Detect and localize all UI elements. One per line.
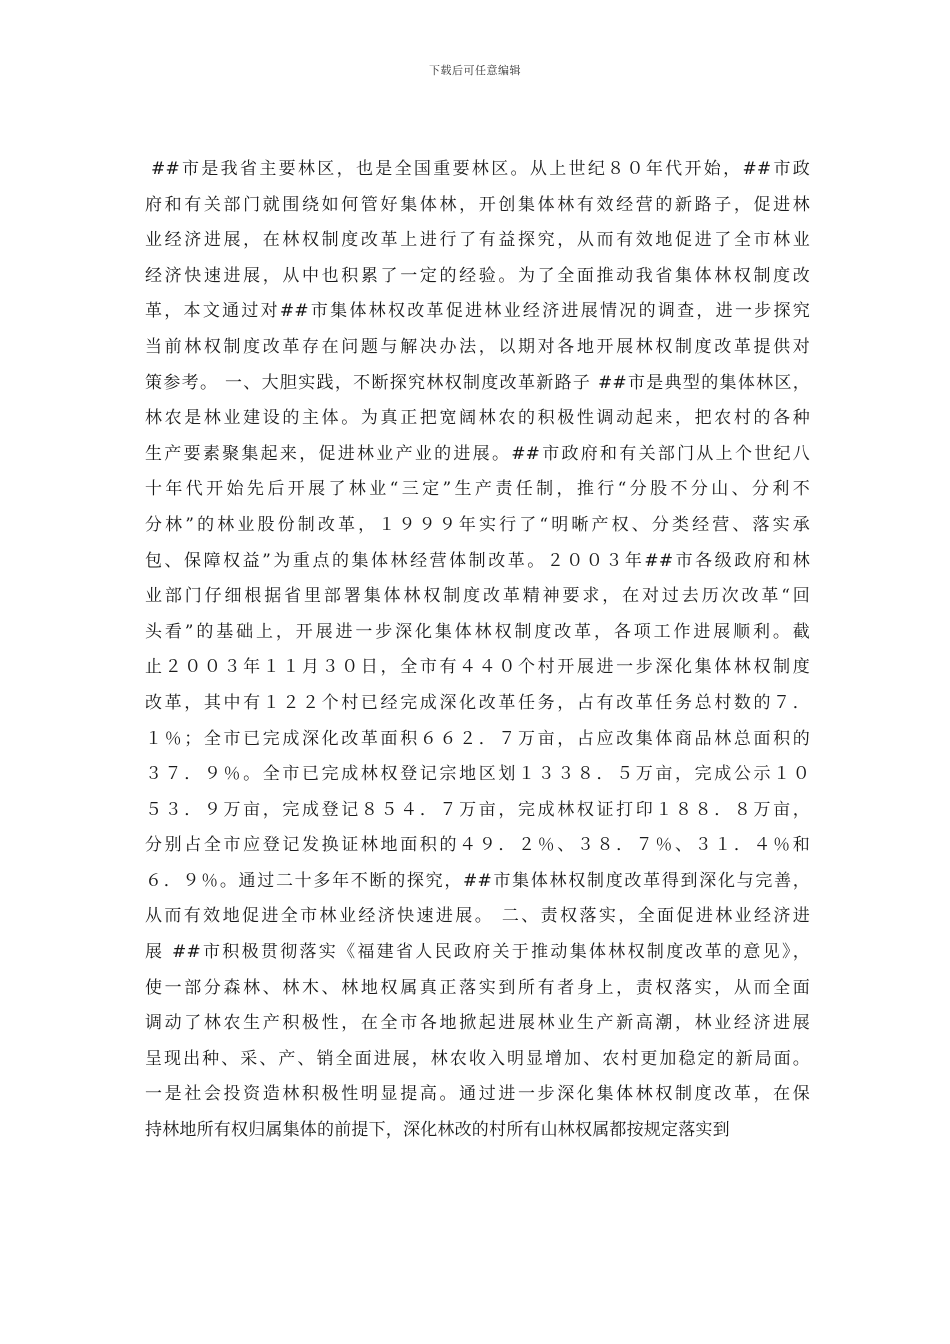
text-line: 府和有关部门就围绕如何管好集体林，开创集体林有效经营的新路子，促进林 [145, 194, 810, 215]
text-line: 分林”的林业股份制改革，１９９９年实行了“明晰产权、分类经营、落实承 [145, 514, 810, 535]
text-line: 林农是林业建设的主体。为真正把宽阔林农的积极性调动起来，把农村的各种 [145, 408, 810, 429]
text-line: １％；全市已完成深化改革面积６６２．７万亩，占应改集体商品林总面积的 [145, 728, 810, 749]
header-note: 下载后可任意编辑 [429, 64, 521, 77]
text-line: 使一部分森林、林木、林地权属真正落实到所有者身上，责权落实，从而全面 [145, 977, 810, 998]
text-line: 策参考。 一、大胆实践，不断探究林权制度改革新路子 ##市是典型的集体林区， [145, 372, 810, 393]
text-line: 持林地所有权归属集体的前提下，深化林改的村所有山林权属都按规定落实到 [145, 1120, 730, 1141]
text-line: 展 ##市积极贯彻落实《福建省人民政府关于推动集体林权制度改革的意见》， [145, 942, 810, 963]
text-line: 一是社会投资造林积极性明显提高。通过进一步深化集体林权制度改革，在保 [145, 1084, 810, 1105]
text-line: 改革，其中有１２２个村已经完成深化改革任务，占有改革任务总村数的７． [145, 692, 810, 713]
text-line: 头看”的基础上，开展进一步深化集体林权制度改革，各项工作进展顺利。截 [145, 621, 810, 642]
text-line: 呈现出种、采、产、销全面进展，林农收入明显增加、农村更加稳定的新局面。 [145, 1048, 810, 1069]
text-line: 调动了林农生产积极性，在全市各地掀起进展林业生产新高潮，林业经济进展 [145, 1013, 810, 1034]
text-line: ６．９％。通过二十多年不断的探究，##市集体林权制度改革得到深化与完善， [145, 870, 810, 891]
text-line: 止２００３年１１月３０日，全市有４４０个村开展进一步深化集体林权制度 [145, 657, 810, 678]
text-line: 分别占全市应登记发换证林地面积的４９．２％、３８．７％、３１．４％和 [145, 835, 810, 856]
text-line: 当前林权制度改革存在问题与解决办法，以期对各地开展林权制度改革提供对 [145, 336, 810, 357]
text-line: 生产要素聚集起来，促进林业产业的进展。##市政府和有关部门从上个世纪八 [145, 443, 810, 464]
text-line: 业部门仔细根据省里部署集体林权制度改革精神要求，在对过去历次改革“回 [145, 586, 810, 607]
text-line: 十年代开始先后开展了林业“三定”生产责任制，推行“分股不分山、分利不 [145, 479, 810, 500]
text-line: 业经济进展，在林权制度改革上进行了有益探究，从而有效地促进了全市林业 [145, 230, 810, 251]
text-line: ##市是我省主要林区，也是全国重要林区。从上世纪８０年代开始，##市政 [151, 159, 810, 179]
text-line: 革，本文通过对##市集体林权改革促进林业经济进展情况的调查，进一步探究 [145, 301, 810, 322]
text-line: 从而有效地促进全市林业经济快速进展。 二、责权落实，全面促进林业经济进 [145, 906, 810, 927]
text-line: 经济快速进展，从中也积累了一定的经验。为了全面推动我省集体林权制度改 [145, 265, 810, 286]
text-line: 包、保障权益”为重点的集体林经营体制改革。２００３年##市各级政府和林 [145, 550, 810, 571]
text-line: ３７．９％。全市已完成林权登记宗地区划１３３８．５万亩，完成公示１０ [145, 764, 810, 785]
body-text [145, 152, 810, 1149]
text-line: ５３．９万亩，完成登记８５４．７万亩，完成林权证打印１８８．８万亩， [145, 799, 810, 820]
